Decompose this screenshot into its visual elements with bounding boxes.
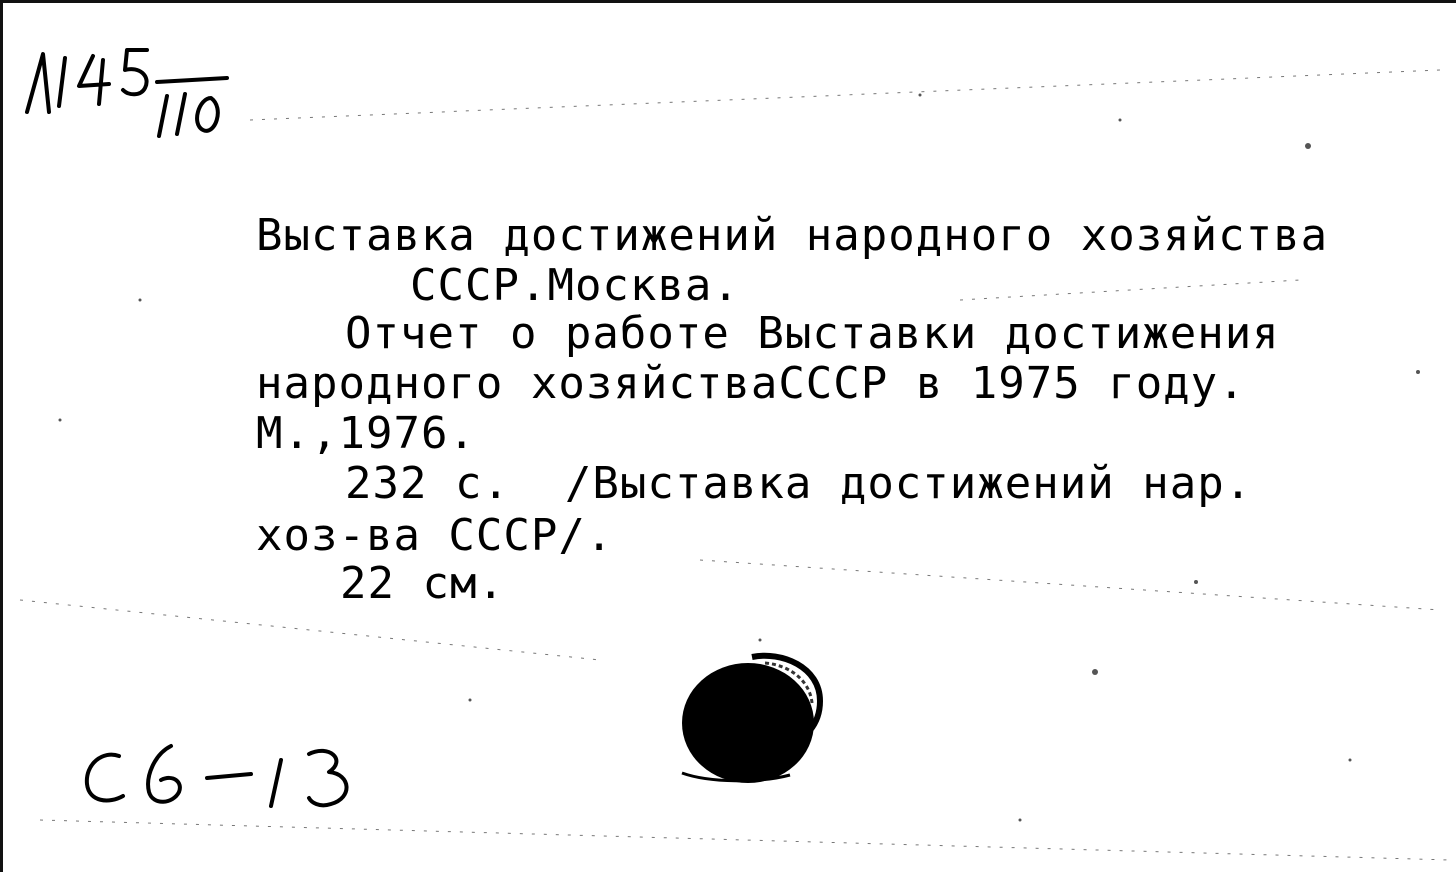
call-number-digit-5 <box>123 50 147 94</box>
call-number-sub-0 <box>197 98 218 131</box>
shelf-mark-3 <box>309 751 347 805</box>
entry-title-line-1: Отчет о работе Выставки достижения <box>345 308 1280 359</box>
shelf-mark-dash <box>207 774 251 778</box>
call-number-fraction-line <box>157 78 227 82</box>
entry-pagination: 232 с. /Выставка достижений нар. <box>345 458 1253 509</box>
shelf-mark-c <box>87 755 123 801</box>
shelf-mark-1 <box>271 760 281 806</box>
shelf-mark <box>75 730 375 820</box>
entry-title-line-2: народного хозяйстваСССР в 1975 году. <box>256 358 1246 409</box>
entry-imprint: М.,1976. <box>256 408 476 459</box>
entry-size: 22 см. <box>340 558 505 609</box>
punch-hole <box>670 645 840 795</box>
entry-series: хоз-ва СССР/. <box>256 510 614 561</box>
call-number-sub-1b <box>177 94 185 134</box>
entry-heading-line-2: СССР.Москва. <box>410 260 740 311</box>
shelf-mark-6 <box>148 746 180 802</box>
call-number-sub-1a <box>159 96 167 136</box>
entry-heading-line-1: Выставка достижений народного хозяйства <box>256 210 1329 261</box>
call-number-digit-1b <box>59 58 65 106</box>
call-number <box>15 20 245 140</box>
call-number-digit-1a <box>27 54 49 112</box>
call-number-digit-4 <box>79 56 109 104</box>
